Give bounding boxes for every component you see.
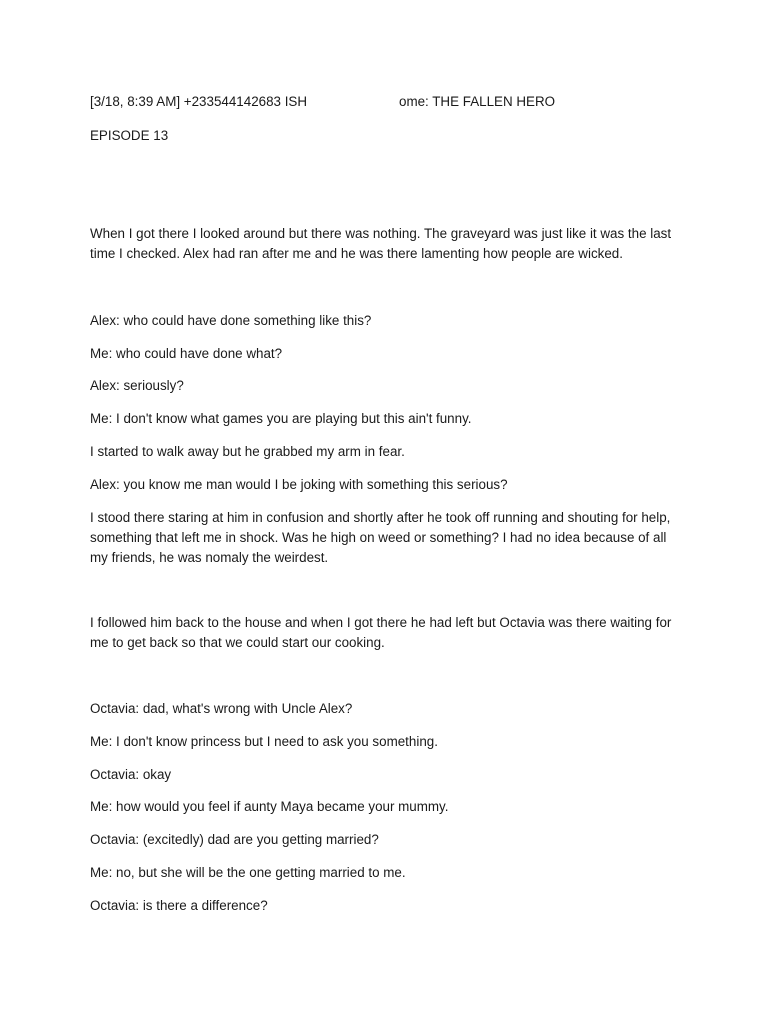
paragraph: I started to walk away but he grabbed my arm in fear.	[90, 444, 405, 459]
message-meta: [3/18, 8:39 AM] +233544142683 ISH	[90, 94, 308, 109]
dialogue-line: Octavia: is there a difference?	[90, 898, 268, 913]
story-title: ome: THE FALLEN HERO	[399, 94, 556, 109]
dialogue-line: Alex: seriously?	[90, 378, 184, 393]
dialogue-line: Alex: you know me man would I be joking with something this serious?	[90, 477, 508, 492]
dialogue-line: Octavia: okay	[90, 767, 172, 782]
header-line	[90, 92, 690, 112]
paragraph: When I got there I looked around but there was nothing. The graveyard was just like it was the last time I checked. Alex had ran after me and he was there lamenting how people are wicked.	[90, 226, 672, 261]
dialogue-line: Me: I don't know what games you are playing but this ain't funny.	[90, 411, 472, 426]
paragraph: I stood there staring at him in confusion and shortly after he took off running and shouting for help, something that left me in shock. Was he high on weed or something? I had no idea because of all my friends, he was nomaly the weirdest.	[90, 510, 671, 565]
dialogue-line: Octavia: dad, what's wrong with Uncle Alex?	[90, 701, 353, 716]
dialogue-line: Me: how would you feel if aunty Maya became your mummy.	[90, 799, 449, 814]
dialogue-line: Me: I don't know princess but I need to ask you something.	[90, 734, 438, 749]
dialogue-line: Alex: who could have done something like this?	[90, 313, 372, 328]
paragraph: I followed him back to the house and when I got there he had left but Octavia was there waiting for me to get back so that we could start our cooking.	[90, 615, 672, 650]
dialogue-line: Octavia: (excitedly) dad are you getting married?	[90, 832, 379, 847]
dialogue-line: Me: no, but she will be the one getting married to me.	[90, 865, 406, 880]
dialogue-line: Me: who could have done what?	[90, 346, 283, 361]
episode-heading: EPISODE 13	[90, 128, 169, 143]
